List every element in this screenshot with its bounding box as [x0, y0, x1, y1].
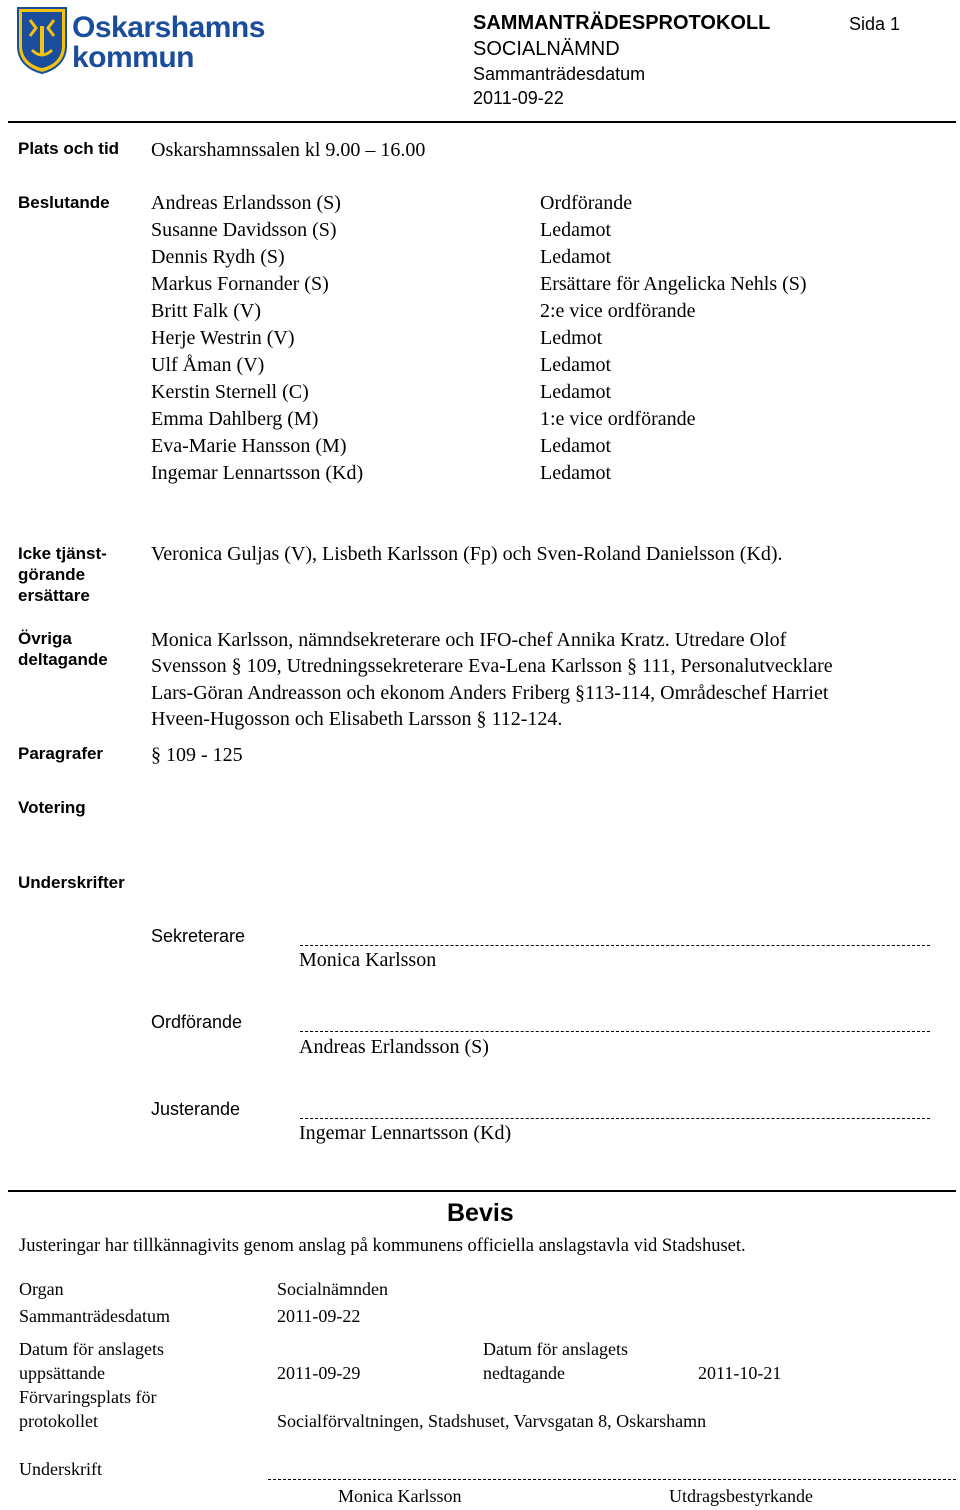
icke-tjanst-value: Veronica Guljas (V), Lisbeth Karlsson (Fp) och Sven-Roland Danielsson (Kd). — [151, 543, 783, 565]
sammantrade-value: 2011-09-22 — [277, 1306, 361, 1326]
icke-tjanst-label: Icke tjänst- görande ersättare — [18, 544, 107, 605]
member-roles-list — [540, 190, 807, 487]
plats-label: Plats och tid — [18, 139, 120, 158]
forvaring-label-2: protokollet — [19, 1411, 98, 1431]
organ-label: Organ — [19, 1279, 64, 1299]
nedtagande-label-2: nedtagande — [483, 1363, 565, 1383]
member-role: Ersättare för Angelicka Nehls (S) — [540, 273, 807, 295]
org-name-line1: Oskarshamns — [72, 11, 265, 44]
member-role: Ledamot — [540, 354, 612, 376]
plats-value: Oskarshamnssalen kl 9.00 – 16.00 — [151, 139, 426, 161]
signer-name-sekreterare: Monica Karlsson — [299, 949, 437, 971]
member-name: Ulf Åman (V) — [151, 354, 265, 376]
paragrafer-value: § 109 - 125 — [151, 744, 243, 766]
bevis-statement: Justeringar har tillkännagivits genom anslag på kommunens officiella anslagstavla vid Stadshuset. — [19, 1236, 746, 1256]
uppsattande-label-2: uppsättande — [19, 1363, 105, 1383]
member-role: Ledamot — [540, 462, 612, 484]
signer-name-ordforande: Andreas Erlandsson (S) — [299, 1036, 489, 1058]
municipality-logo — [16, 6, 266, 76]
ovriga-value: Monica Karlsson, nämndsekreterare och IFO-chef Annika Kratz. Utredare Olof Svensson § 109, Utredningssekreterare Eva-Lena Karlsson § 111, Personalutvecklare Lars-Göran Andreasson och ekonom Anders Friberg §113-114, Områdeschef Harriet Hveen-Hugosson och Elisabeth Larsson § 112-124. — [151, 629, 833, 730]
beslutande-label: Beslutande — [18, 193, 110, 212]
organ-value: Socialnämnden — [277, 1279, 388, 1299]
member-name: Britt Falk (V) — [151, 300, 261, 322]
member-names-list — [151, 190, 363, 487]
member-name: Herje Westrin (V) — [151, 327, 295, 349]
member-role: Ledamot — [540, 381, 612, 403]
doc-type: SAMMANTRÄDESPROTOKOLL — [473, 12, 771, 34]
uppsattande-label-1: Datum för anslagets — [19, 1339, 164, 1359]
underskrift-role: Utdragsbestyrkande — [669, 1486, 813, 1506]
member-name: Susanne Davidsson (S) — [151, 219, 337, 241]
meeting-date-value: 2011-09-22 — [473, 88, 564, 108]
signer-role-sekreterare: Sekreterare — [151, 926, 246, 946]
uppsattande-value: 2011-09-29 — [277, 1363, 361, 1383]
bevis-title: Bevis — [447, 1199, 514, 1227]
votering-label: Votering — [18, 798, 86, 817]
signature-line — [300, 945, 930, 946]
underskrifter-label: Underskrifter — [18, 873, 125, 892]
member-role: Ledamot — [540, 219, 612, 241]
member-role: Ledamot — [540, 435, 612, 457]
member-name: Eva-Marie Hansson (M) — [151, 435, 347, 457]
nedtagande-label-1: Datum för anslagets — [483, 1339, 628, 1359]
member-name: Kerstin Sternell (C) — [151, 381, 309, 403]
nedtagande-value: 2011-10-21 — [698, 1363, 782, 1383]
forvaring-label-1: Förvaringsplats för — [19, 1387, 157, 1407]
member-role: 1:e vice ordförande — [540, 408, 696, 430]
ovriga-label: Övriga deltagande — [18, 629, 108, 669]
meeting-date-label: Sammanträdesdatum — [473, 64, 646, 84]
signer-role-justerande: Justerande — [151, 1099, 241, 1119]
forvaring-value: Socialförvaltningen, Stadshuset, Varvsgatan 8, Oskarshamn — [277, 1411, 707, 1431]
coat-of-arms-icon — [16, 6, 68, 74]
member-role: Ordförande — [540, 192, 633, 214]
bevis-divider — [8, 1190, 956, 1192]
underskrift-label: Underskrift — [19, 1459, 102, 1479]
paragrafer-label: Paragrafer — [18, 744, 104, 763]
member-role: Ledamot — [540, 246, 612, 268]
member-name: Ingemar Lennartsson (Kd) — [151, 462, 364, 484]
signer-name-justerande: Ingemar Lennartsson (Kd) — [299, 1122, 512, 1144]
underskrift-name: Monica Karlsson — [338, 1486, 462, 1506]
signature-line — [268, 1479, 956, 1480]
header-divider — [8, 121, 956, 123]
body-name: SOCIALNÄMND — [473, 38, 620, 60]
member-name: Andreas Erlandsson (S) — [151, 192, 341, 214]
signer-role-ordforande: Ordförande — [151, 1012, 243, 1032]
member-role: 2:e vice ordförande — [540, 300, 696, 322]
member-role: Ledmot — [540, 327, 603, 349]
page-number: Sida 1 — [849, 14, 901, 34]
signature-line — [300, 1118, 930, 1119]
member-name: Emma Dahlberg (M) — [151, 408, 319, 430]
member-name: Dennis Rydh (S) — [151, 246, 285, 268]
member-name: Markus Fornander (S) — [151, 273, 329, 295]
sammantrade-label: Sammanträdesdatum — [19, 1306, 170, 1326]
org-name-line2: kommun — [72, 41, 195, 74]
signature-line — [300, 1031, 930, 1032]
